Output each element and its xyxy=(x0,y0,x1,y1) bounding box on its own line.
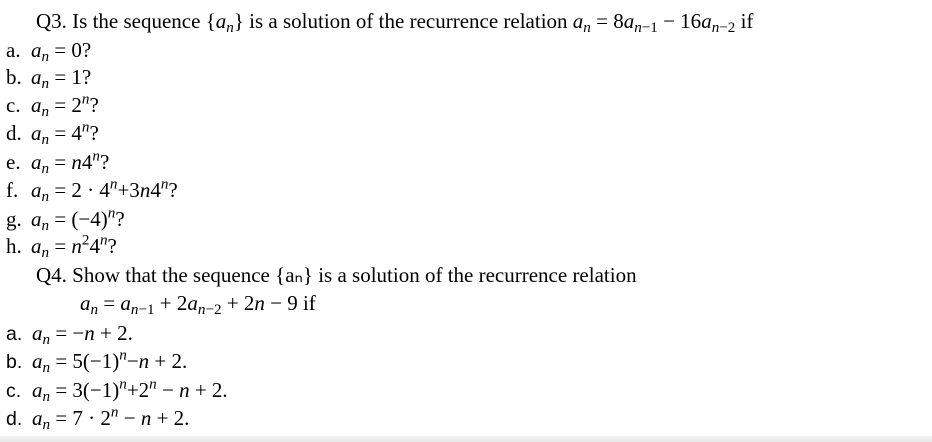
q4-item-a xyxy=(6,320,133,347)
item-formula: $a_n = 1$? xyxy=(31,65,92,93)
q3-item-b xyxy=(6,64,92,93)
page-bottom-edge xyxy=(0,436,932,442)
q3-item-a xyxy=(6,37,92,66)
item-formula: $a_n = n^24^n$? xyxy=(31,232,117,262)
q4-item-b xyxy=(6,348,187,375)
item-formula: $a_n = 2 \cdot 4^n+3n4^n$? xyxy=(31,176,178,206)
item-marker: d. xyxy=(6,408,23,430)
item-formula: $a_n = n4^n$? xyxy=(31,148,110,178)
q4-heading: Q4. Show that the sequence {aₙ} is a solution of the recurrence relation xyxy=(36,263,637,287)
item-marker: a. xyxy=(6,323,23,345)
item-marker: c. xyxy=(6,93,21,117)
item-marker: d. xyxy=(6,121,22,145)
item-marker: a. xyxy=(6,38,21,62)
item-marker: g. xyxy=(6,207,22,231)
item-formula: $a_n = 3(-1)^n+2^n - n + 2$. xyxy=(32,376,228,406)
q4-item-c xyxy=(6,377,228,404)
item-marker: b. xyxy=(6,351,23,373)
item-formula: $a_n = 4^n$? xyxy=(31,119,99,149)
q4-relation: $a_n = a_{n-1} + 2a_{n-2} + 2n - 9$ if xyxy=(80,291,316,319)
item-formula: $a_n = 2^n$? xyxy=(31,91,99,121)
q4-item-d xyxy=(6,405,189,432)
q3-item-g xyxy=(6,205,125,235)
item-marker: b. xyxy=(6,65,22,89)
q3-item-h xyxy=(6,232,117,262)
item-marker: e. xyxy=(6,150,21,174)
q3-heading: Q3. Is the sequence $\{a_n\}$ is a solution of the recurrence relation $a_n = 8a_{n-1} - 16a_{n-2}$ if xyxy=(36,9,754,37)
q3-item-e xyxy=(6,148,110,178)
q3-item-c xyxy=(6,91,99,121)
q3-item-d xyxy=(6,119,99,149)
item-marker: h. xyxy=(6,234,22,258)
item-marker: f. xyxy=(6,178,19,202)
item-formula: $a_n = -n + 2$. xyxy=(32,321,133,349)
item-formula: $a_n = 7 \cdot 2^n - n + 2$. xyxy=(32,404,190,434)
item-marker: c. xyxy=(6,380,22,402)
q3-item-f xyxy=(6,176,178,206)
item-formula: $a_n = (-4)^n$? xyxy=(31,205,125,235)
item-formula: $a_n = 5(-1)^n-n + 2$. xyxy=(32,347,188,377)
item-formula: $a_n = 0$? xyxy=(31,38,92,66)
